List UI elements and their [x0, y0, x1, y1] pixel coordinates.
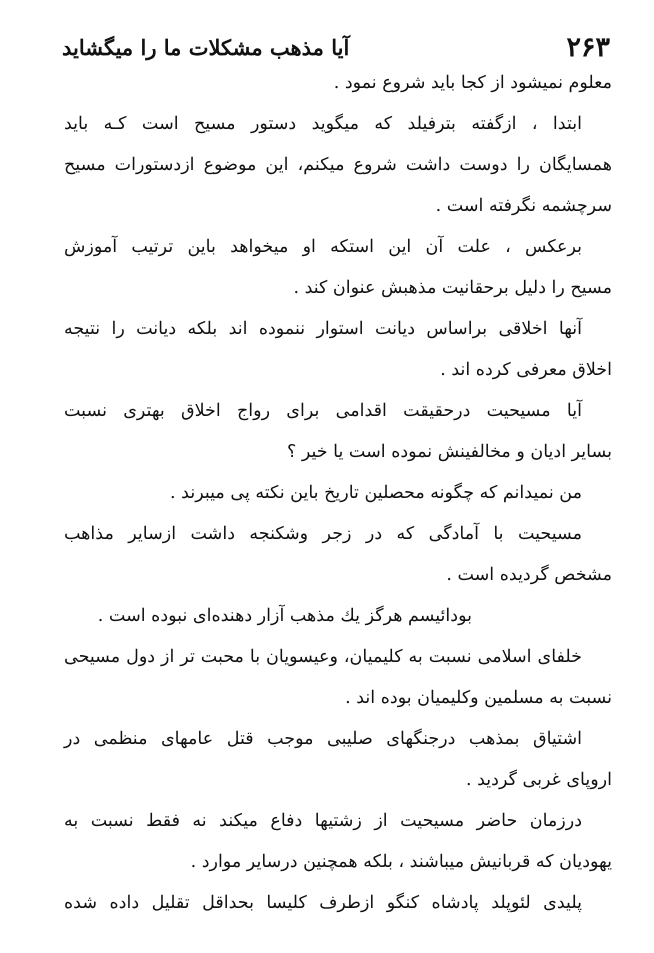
text-line: مسیح را دلیل برحقانیت مذهبش عنوان کند . [293, 278, 612, 298]
text-line: بودائیسم هرگز یك مذهب آزار دهنده‌ای نبوده است . [97, 606, 472, 626]
text-line: خلفای اسلامی نسبت به کلیمیان، وعیسویان با محبت تر از دول مسیحی [64, 647, 582, 667]
text-line: آیا مسیحیت درحقیقت اقدامی برای رواج اخلاق بهتری نسبت [64, 401, 582, 421]
page-number: ۲۶۳ [566, 31, 610, 63]
text-line: یهودیان که قربانیش میباشند ، بلکه همچنین درسایر موارد . [190, 852, 612, 872]
page-header [62, 30, 610, 64]
text-line: معلوم نمیشود از کجا باید شروع نمود . [333, 73, 612, 93]
text-line: مشخص گردیده است . [446, 565, 612, 585]
text-line: مسیحیت با آمادگی که در زجر وشکنجه داشت ازسایر مذاهب [64, 524, 582, 544]
text-line: اشتیاق بمذهب درجنگهای صلیبی موجب قتل عامهای منظمی در [64, 729, 582, 749]
text-line: اروپای غربی گردید . [465, 770, 612, 790]
text-line: همسایگان را دوست داشت شروع میکنم، این موضوع ازدستورات مسیح [64, 155, 612, 175]
text-line: من نمیدانم که چگونه محصلین تاریخ باین نکته پی میبرند . [170, 483, 582, 503]
text-line: برعکس ، علت آن این استکه او میخواهد باین ترتیب آموزش [64, 237, 582, 257]
text-line: اخلاق معرفی کرده اند . [440, 360, 612, 380]
running-title: آیا مذهب مشکلات ما را میگشاید [62, 34, 350, 60]
text-line: نسبت به مسلمین وکلیمیان بوده اند . [345, 688, 612, 708]
text-line: بسایر ادیان و مخالفینش نموده است یا خیر ؟ [286, 442, 612, 462]
text-line: درزمان حاضر مسیحیت از زشتیها دفاع میکند نه فقط نسبت به [64, 811, 582, 831]
text-line: سرچشمه نگرفته است . [435, 196, 612, 216]
body-text [64, 68, 612, 919]
text-line: آنها اخلاقی براساس دیانت استوار ننموده اند بلکه دیانت را نتیجه [64, 319, 582, 339]
text-line: پلیدی لئوپلد پادشاه کنگو ازطرف کلیسا بحداقل تقلیل داده شده [64, 893, 582, 913]
text-line: ابتدا ، ازگفته بترفیلد که میگوید دستور مسیح است کـه باید [64, 114, 582, 134]
